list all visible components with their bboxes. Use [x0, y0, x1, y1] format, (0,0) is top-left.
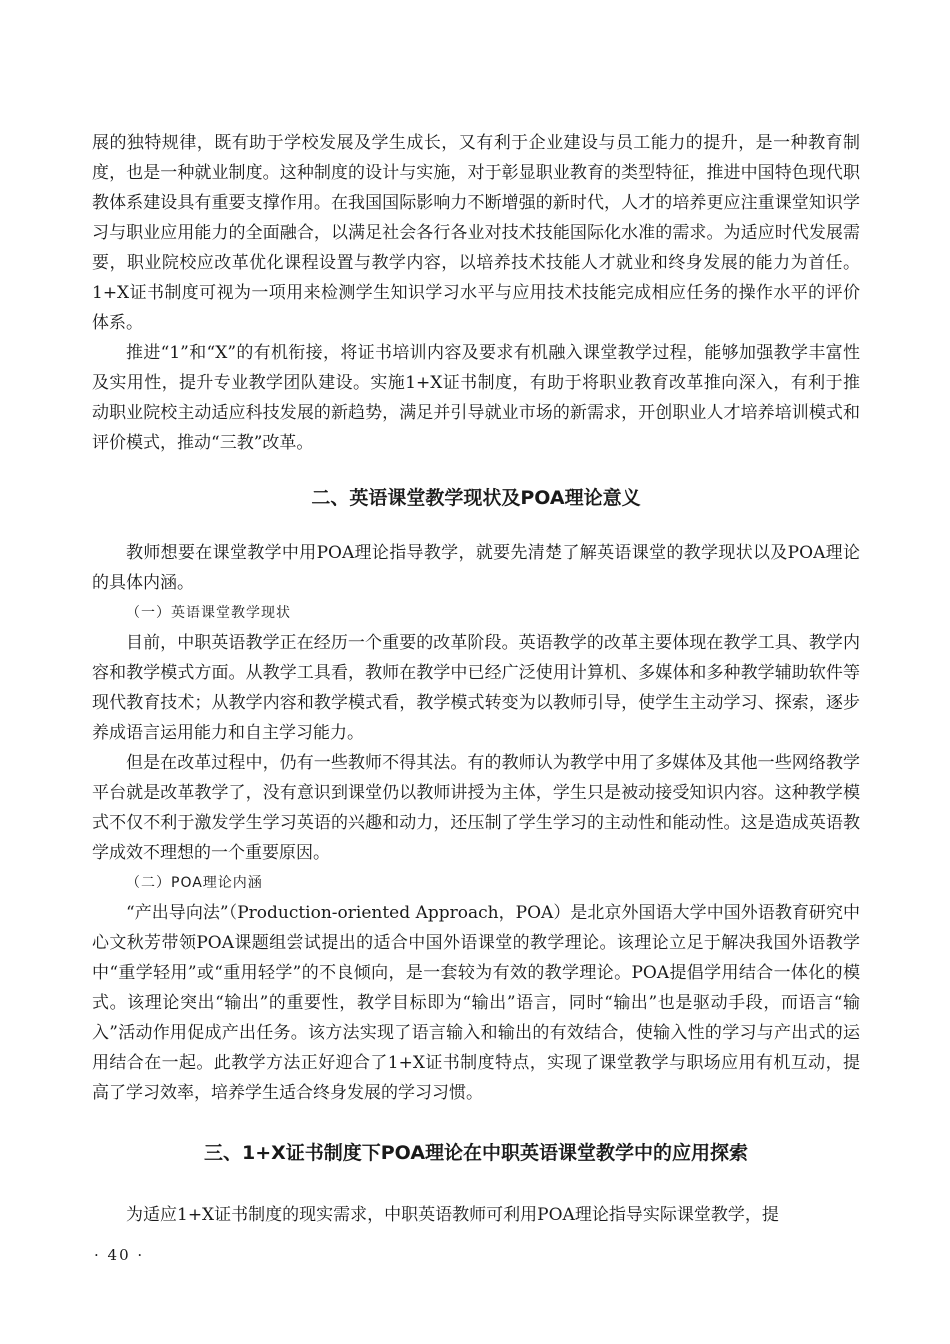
subsection-title-1: （一）英语课堂教学现状 [126, 605, 291, 621]
page-number: · 40 · [94, 1246, 145, 1264]
section-heading-3: 三、1+X证书制度下POA理论在中职英语课堂教学中的应用探索 [203, 1142, 749, 1164]
paragraph: 展的独特规律，既有助于学校发展及学生成长，又有利于企业建设与员工能力的提升，是一种教育制度，也是一种就业制度。这种制度的设计与实施，对于彰显职业教育的类型特征，推进中国特色现代职教体系建设具有重要支撑作用。在我国国际影响力不断增强的新时代，人才的培养更应注重课堂知识学习与职业应用能力的全面融合，以满足社会各行各业对技术技能国际化水准的需求。为适应时代发展需要，职业院校应改革优化课程设置与教学内容，以培养技术技能人才就业和终身发展的能力为首任。1+X证书制度可视为一项用来检测学生知识学习水平与应用技术技能完成相应任务的操作水平的评价体系。 [92, 133, 860, 333]
article-body [92, 128, 860, 1230]
paragraph: 目前，中职英语教学正在经历一个重要的改革阶段。英语教学的改革主要体现在教学工具、教学内容和教学模式方面。从教学工具看，教师在教学中已经广泛使用计算机、多媒体和多种教学辅助软件等现代教育技术；从教学内容和教学模式看，教学模式转变为以教师引导，使学生主动学习、探索，逐步养成语言运用能力和自主学习能力。 [92, 633, 860, 743]
paragraph: 推进“1”和“X”的有机衔接，将证书培训内容及要求有机融入课堂教学过程，能够加强教学丰富性及实用性，提升专业教学团队建设。实施1+X证书制度，有助于将职业教育改革推向深入，有利于推动职业院校主动适应科技发展的新趋势，满足并引导就业市场的新需求，开创职业人才培养培训模式和评价模式，推动“三教”改革。 [92, 343, 860, 453]
paragraph: 为适应1+X证书制度的现实需求，中职英语教师可利用POA理论指导实际课堂教学，提 [126, 1205, 779, 1225]
section-heading-2: 二、英语课堂教学现状及POA理论意义 [311, 487, 641, 509]
paragraph: 但是在改革过程中，仍有一些教师不得其法。有的教师认为教学中用了多媒体及其他一些网络教学平台就是改革教学了，没有意识到课堂仍以教师讲授为主体，学生只是被动接受知识内容。这种教学模式不仅不利于激发学生学习英语的兴趣和动力，还压制了学生学习的主动性和能动性。这是造成英语教学成效不理想的一个重要原因。 [92, 753, 860, 863]
subsection-title-2: （二）POA理论内涵 [126, 875, 263, 891]
paragraph: “产出导向法”（Production-oriented Approach，POA）是北京外国语大学中国外语教育研究中心文秋芳带领POA课题组尝试提出的适合中国外语课堂的教学理论。该理论立足于解决我国外语教学中“重学轻用”或“重用轻学”的不良倾向，是一套较为有效的教学理论。POA提倡学用结合一体化的模式。该理论突出“输出”的重要性，教学目标即为“输出”语言，同时“输出”也是驱动手段，而语言“输入”活动作用促成产出任务。该方法实现了语言输入和输出的有效结合，使输入性的学习与产出式的运用结合在一起。此教学方法正好迎合了1+X证书制度特点，实现了课堂教学与职场应用有机互动，提高了学习效率，培养学生适合终身发展的学习习惯。 [92, 903, 860, 1103]
paragraph: 教师想要在课堂教学中用POA理论指导教学，就要先清楚了解英语课堂的教学现状以及POA理论的具体内涵。 [92, 543, 860, 593]
